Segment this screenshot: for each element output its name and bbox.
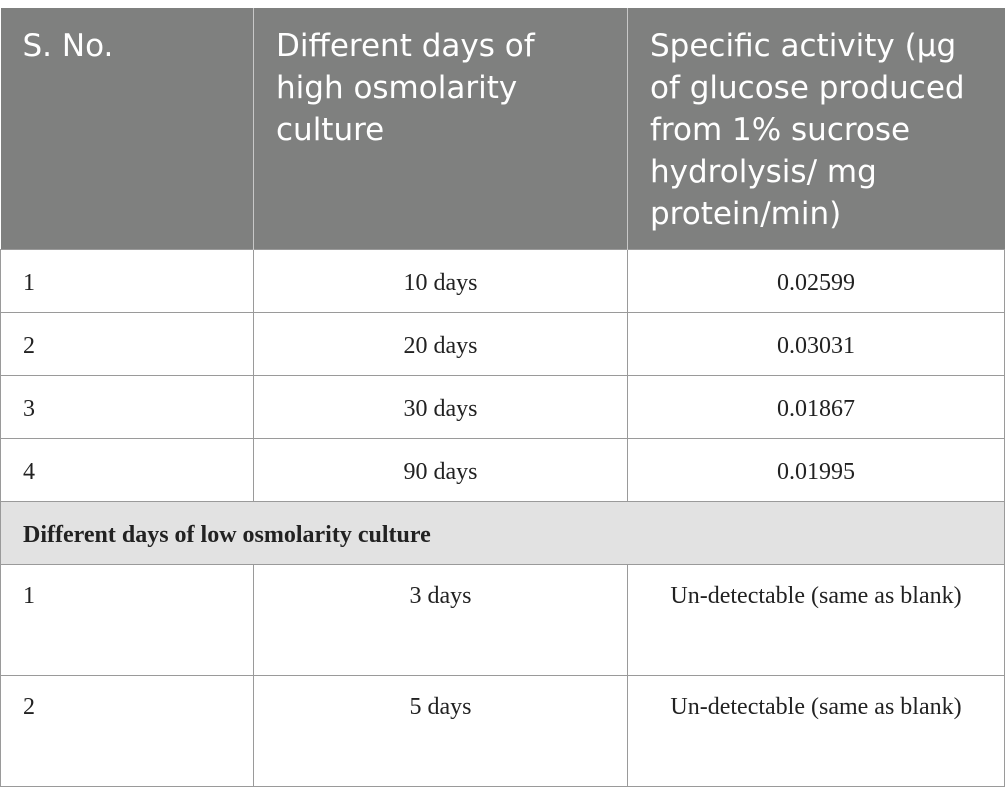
table-header bbox=[1, 8, 1005, 250]
cell-days: 90 days bbox=[254, 439, 628, 502]
cell-activity: 0.01995 bbox=[628, 439, 1005, 502]
group-row-low-osmolarity bbox=[1, 502, 1005, 565]
header-high-osmolarity-days: Different days of high osmolarity culture bbox=[254, 8, 628, 250]
cell-sno: 1 bbox=[1, 250, 254, 313]
cell-days: 3 days bbox=[254, 565, 628, 676]
cell-sno: 2 bbox=[1, 676, 254, 787]
table-row bbox=[1, 676, 1005, 787]
cell-activity: 0.02599 bbox=[628, 250, 1005, 313]
table-row bbox=[1, 565, 1005, 676]
table-row bbox=[1, 439, 1005, 502]
cell-activity: 0.01867 bbox=[628, 376, 1005, 439]
cell-days: 10 days bbox=[254, 250, 628, 313]
table-body bbox=[1, 250, 1005, 787]
header-specific-activity: Specific activity (µg of glucose produced from 1% sucrose hydrolysis/ mg protein/min) bbox=[628, 8, 1005, 250]
cell-sno: 1 bbox=[1, 565, 254, 676]
table-row bbox=[1, 376, 1005, 439]
table-row bbox=[1, 250, 1005, 313]
cell-days: 30 days bbox=[254, 376, 628, 439]
table-row bbox=[1, 313, 1005, 376]
activity-table bbox=[0, 8, 1005, 787]
cell-activity: Un-detectable (same as blank) bbox=[628, 676, 1005, 787]
cell-days: 20 days bbox=[254, 313, 628, 376]
header-sno: S. No. bbox=[1, 8, 254, 250]
cell-activity: Un-detectable (same as blank) bbox=[628, 565, 1005, 676]
cell-activity: 0.03031 bbox=[628, 313, 1005, 376]
header-row bbox=[1, 8, 1005, 250]
cell-sno: 2 bbox=[1, 313, 254, 376]
cell-sno: 4 bbox=[1, 439, 254, 502]
cell-days: 5 days bbox=[254, 676, 628, 787]
group-label: Different days of low osmolarity culture bbox=[1, 502, 1005, 565]
cell-sno: 3 bbox=[1, 376, 254, 439]
